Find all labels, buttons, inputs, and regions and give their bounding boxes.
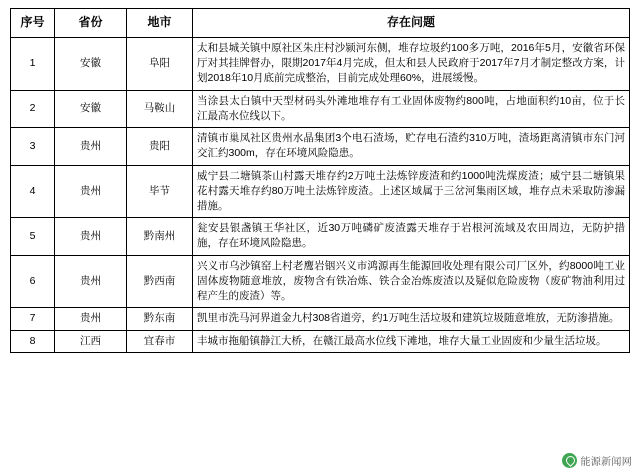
cell-province: 贵州 xyxy=(55,165,127,218)
table-row xyxy=(11,255,630,308)
table-row xyxy=(11,38,630,91)
table-row xyxy=(11,308,630,330)
cell-city: 宜春市 xyxy=(127,330,193,352)
table-header-row xyxy=(11,9,630,38)
cell-province: 江西 xyxy=(55,330,127,352)
table-header xyxy=(11,9,630,38)
table-row xyxy=(11,330,630,352)
cell-city: 黔东南 xyxy=(127,308,193,330)
cell-province: 贵州 xyxy=(55,128,127,165)
table-row xyxy=(11,165,630,218)
watermark-label: 能源新闻网 xyxy=(580,457,632,468)
cell-issue: 威宁县二塘镇茶山村露天堆存约2万吨土法炼锌废渣和约1000吨洗煤废渣；威宁县二塘镇果花村露天堆存约80万吨土法炼锌废渣。上述区域属于三岔河集雨区域，堆存点未采取防渗漏措施。 xyxy=(193,165,630,218)
cell-index: 5 xyxy=(11,218,55,255)
cell-issue: 凯里市洗马河界道金九村308省道旁，约1万吨生活垃圾和建筑垃圾随意堆放，无防渗措施。 xyxy=(193,308,630,330)
watermark xyxy=(562,453,633,468)
table-row xyxy=(11,128,630,165)
cell-issue: 丰城市拖船镇静江大桥，在赣江最高水位线下滩地，堆存大量工业固废和少量生活垃圾。 xyxy=(193,330,630,352)
cell-city: 阜阳 xyxy=(127,38,193,91)
cell-province: 贵州 xyxy=(55,255,127,308)
issue-table xyxy=(10,8,630,353)
cell-city: 黔南州 xyxy=(127,218,193,255)
cell-issue: 当涂县太白镇中天型材码头外滩地堆存有工业固体废物约800吨，占地面积约10亩，位于长江最高水位线以下。 xyxy=(193,90,630,127)
cell-index: 2 xyxy=(11,90,55,127)
column-header-city: 地市 xyxy=(127,9,193,38)
table-row xyxy=(11,218,630,255)
cell-index: 7 xyxy=(11,308,55,330)
column-header-province: 省份 xyxy=(55,9,127,38)
cell-index: 8 xyxy=(11,330,55,352)
cell-province: 安徽 xyxy=(55,90,127,127)
cell-issue: 兴义市乌沙镇窑上村老鹰岩铟兴义市鸿源再生能源回收处理有限公司厂区外，约8000吨工业固体废物随意堆放，废物含有铁冶炼、铁合金冶炼废渣以及疑似危险废物（废矿物油利用过程产生的废渣）等。 xyxy=(193,255,630,308)
cell-city: 毕节 xyxy=(127,165,193,218)
cell-index: 1 xyxy=(11,38,55,91)
table-body xyxy=(11,38,630,353)
cell-issue: 清镇市巢凤社区贵州水晶集团3个电石渣场，贮存电石渣约310万吨，渣场距离清镇市东门河交汇约300m，存在环境风险隐患。 xyxy=(193,128,630,165)
column-header-issue: 存在问题 xyxy=(193,9,630,38)
cell-index: 6 xyxy=(11,255,55,308)
leaf-icon xyxy=(562,453,577,468)
cell-city: 黔西南 xyxy=(127,255,193,308)
cell-province: 安徽 xyxy=(55,38,127,91)
cell-city: 贵阳 xyxy=(127,128,193,165)
cell-issue: 瓮安县银盏镇王华社区，近30万吨磷矿废渣露天堆存于岩根河流域及农田周边，无防护措施，存在环境风险隐患。 xyxy=(193,218,630,255)
cell-index: 3 xyxy=(11,128,55,165)
cell-province: 贵州 xyxy=(55,218,127,255)
column-header-index: 序号 xyxy=(11,9,55,38)
cell-index: 4 xyxy=(11,165,55,218)
cell-province: 贵州 xyxy=(55,308,127,330)
table-row xyxy=(11,90,630,127)
cell-city: 马鞍山 xyxy=(127,90,193,127)
cell-issue: 太和县城关镇中原社区朱庄村沙颍河东侧，堆存垃圾约100多万吨，2016年5月，安徽省环保厅对其挂牌督办，限期2017年4月完成，但太和县人民政府于2017年7月才制定整改方案，计划2018年10月底前完成整治，目前完成处理60%，进展缓慢。 xyxy=(193,38,630,91)
